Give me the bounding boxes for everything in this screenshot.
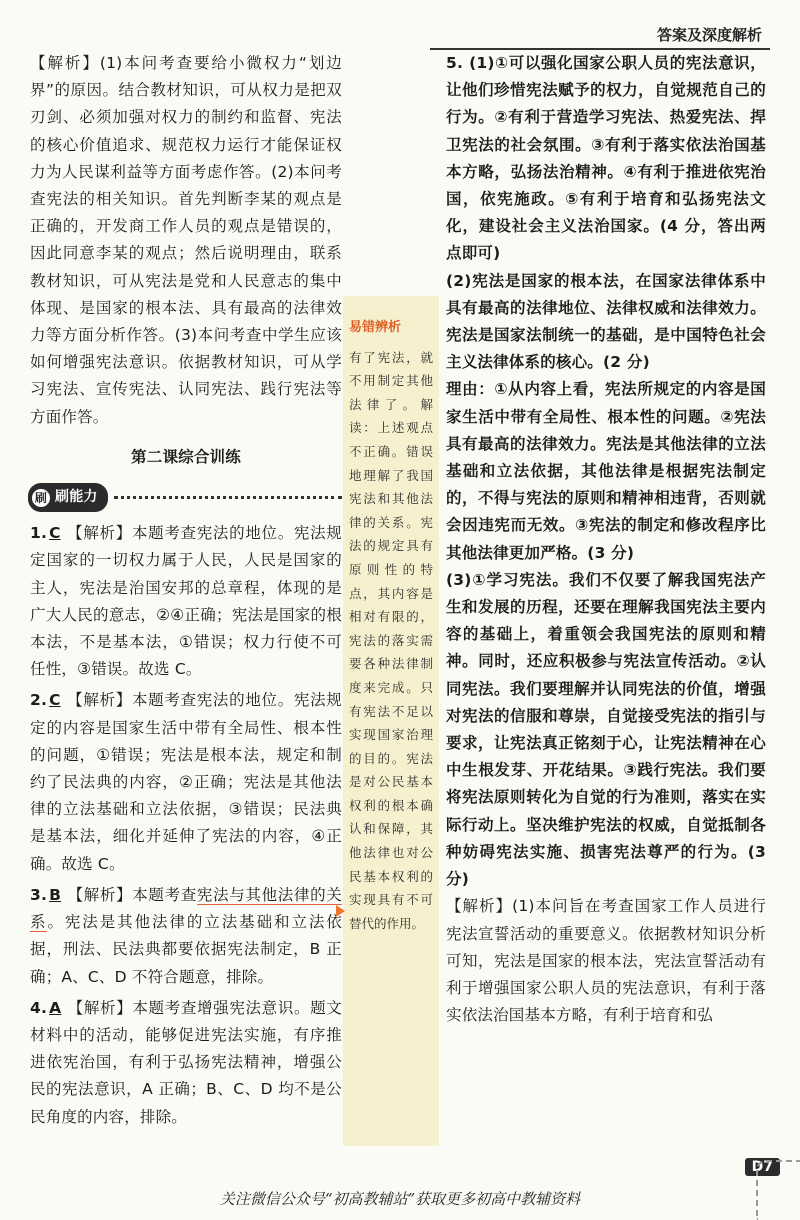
question-answer: A (49, 998, 62, 1017)
q5-part2: (2)宪法是国家的根本法，在国家法律体系中具有最高的法律地位、法律权威和法律效力。宪法是国家法制统一的基础，是中国特色社会主义法律体系的核心。(2 分) (446, 271, 766, 372)
question-4 (30, 995, 342, 1131)
q5-part2-reason: 理由：①从内容上看，宪法所规定的内容是国家生活中带有全局性、根本性的问题。②宪法具有最高的法律效力。宪法是其他法律的立法基础和立法依据，其他法律是根据宪法制定的，不得与宪法的原则和精神相违背，否则就会因违宪而无效。③宪法的制定和修改程序比其他法律更加严格。(3 分) (446, 380, 766, 562)
q5-part3: (3)①学习宪法。我们不仅要了解我国宪法产生和发展的历程，还要在理解我国宪法主要内容的基础上，着重领会我国宪法的原则和精神。同时，还应积极参与宪法宣传活动。②认同宪法。我们要理解并认同宪法的价值，增强对宪法的信服和尊崇，自觉接受宪法的指引与要求，让宪法真正铭刻于心，让宪法精神在心中生根发芽、开花结果。③践行宪法。我们要将宪法原则转化为自觉的行为准则，落实在实际行动上。坚决维护宪法的权威，自觉抵制各种妨碍宪法实施、损害宪法尊严的行为。(3 分) (446, 570, 766, 889)
right-column (446, 50, 766, 1029)
q5-part1 (446, 50, 766, 268)
section-title: 第二课综合训练 (131, 447, 241, 466)
question-1 (30, 520, 342, 683)
question-text: 【解析】本题考查增强宪法意识。题文材料中的活动，能够促进宪法实施，有序推进依宪治国，有利于弘扬宪法精神，增强公民的宪法意识，A 正确；B、C、D 均不是公民角度的内容，排除。 (30, 998, 342, 1126)
badge-label: 刷能力 (55, 489, 98, 506)
sidebar-text: 有了宪法，就不用制定其他法律了。解读：上述观点不正确。错误地理解了我国宪法和其他法律的关系。宪法的规定具有原则性的特点，其内容是相对有限的，宪法的落实需要各种法律制度来完成。只有宪法不足以实现国家治理的目的。宪法是对公民基本权利的根本确认和保障，其他法律也对公民基本权利的实现具有不可替代的作用。 (349, 349, 433, 931)
question-3 (30, 882, 342, 991)
q5-analysis: 【解析】(1)本问旨在考查国家工作人员进行宪法宣誓活动的重要意义。依据教材知识分析可知，宪法是国家的根本法，宪法宣誓活动有利于增强国家公职人员的宪法意识，有利于落实依法治国基本方略，有利于培育和弘 (446, 897, 766, 1025)
dotted-divider (114, 496, 342, 499)
question-text: 【解析】本题考查宪法的地位。宪法规定的内容是国家生活中带有全局性、根本性的问题，①错误；宪法是根本法，规定和制约了民法典的内容，②正确；宪法是其他法律的立法基础和立法依据，③错误；民法典是基本法，细化并延伸了宪法的内容，④正确。故选 C。 (30, 691, 342, 873)
question-2 (30, 687, 342, 877)
question-text-highlight: 宪法与其他法律的关系 (30, 885, 342, 932)
question-number: 4. (30, 998, 48, 1017)
question-number: 2. (30, 691, 48, 710)
q5-part1-text: (1)①可以强化国家公职人员的宪法意识，让他们珍惜宪法赋予的权力，自觉规范自己的行为。②有利于营造学习宪法、热爱宪法、捍卫宪法的社会氛围。③有利于落实依法治国基本方略，弘扬法治精神。④有利于推进依宪治国，依宪施政。⑤有利于培育和弘扬宪法文化，建设社会主义法治国家。(4 分，答出两点即可) (446, 54, 766, 263)
page-header-title: 答案及深度解析 (656, 26, 762, 44)
question-answer: C (49, 691, 61, 710)
question-number: 5. (446, 54, 464, 72)
question-text-pre: 【解析】本题考查 (67, 885, 197, 904)
error-analysis-sidebar (343, 296, 439, 1146)
page-number: D7 (745, 1158, 780, 1176)
question-text: 【解析】本题考查宪法的地位。宪法规定国家的一切权力属于人民，人民是国家的主人，宪法是治国安邦的总章程，体现的是广大人民的意志，②④正确；宪法是国家的根本法，不是基本法，①错误；权力行使不可任性，③错误。故选 C。 (30, 524, 342, 679)
footer-note: 关注微信公众号“初高教辅站”获取更多初高中教辅资料 (219, 1190, 581, 1208)
question-number: 1. (30, 524, 48, 543)
question-text-post: 。宪法是其他法律的立法基础和立法依据，刑法、民法典都要依据宪法制定，B 正确；A、C、D 不符合题意，排除。 (30, 913, 343, 986)
badge-row (28, 483, 342, 512)
sidebar-title: 易错辨析 (349, 320, 402, 335)
ability-badge (28, 483, 108, 512)
question-answer: C (49, 524, 61, 543)
left-column (30, 50, 342, 1131)
pointer-arrow-icon (336, 905, 345, 917)
intro-analysis: 【解析】(1)本问考查要给小微权力“划边界”的原因。结合教材知识，可从权力是把双刃剑、必须加强对权力的制约和监督、宪法的核心价值追求、规范权力运行才能保证权力为人民谋利益等方面考虑作答。(2)本问考查宪法的相关知识。首先判断李某的观点是正确的，开发商工作人员的观点是错误的，因此同意李某的观点；然后说明理由，联系教材知识，可从宪法是党和人民意志的集中体现、是国家的根本法、具有最高的法律效力等方面分析作答。(3)本问考查中学生应该如何增强宪法意识。依据教材知识，可从学习宪法、宣传宪法、认同宪法、践行宪法等方面作答。 (30, 54, 342, 426)
question-number: 3. (30, 885, 48, 904)
question-answer: B (49, 885, 62, 904)
brush-icon: 刷 (32, 489, 50, 507)
